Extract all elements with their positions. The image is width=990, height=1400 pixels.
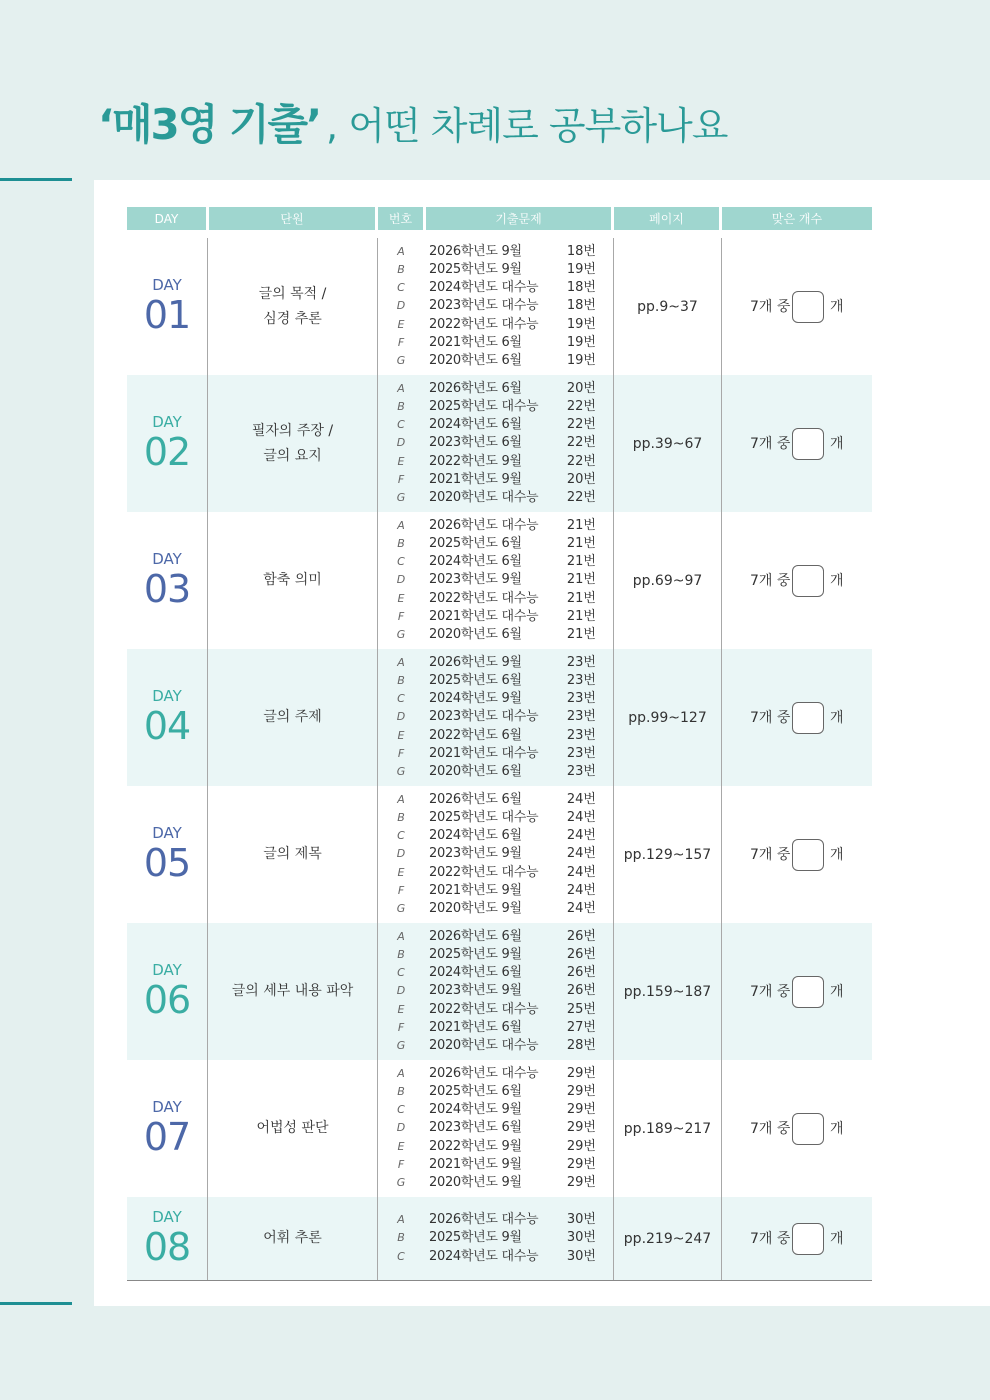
- score-suffix: 개: [830, 572, 844, 589]
- entry-letter: G: [396, 902, 406, 915]
- entry-question-number: 23번: [566, 727, 596, 743]
- entry-exam: 2023학년도 대수능: [429, 298, 539, 314]
- header-page: 페이지: [614, 207, 719, 230]
- entry-question-number: 30번: [566, 1212, 596, 1228]
- entry-question-number: 25번: [566, 1001, 596, 1017]
- score-suffix: 개: [830, 298, 844, 315]
- entry-exam: 2024학년도 대수능: [429, 1248, 539, 1264]
- score-input-box[interactable]: [792, 1113, 824, 1145]
- entry-letter: E: [397, 728, 405, 742]
- entry-exam: 2021학년도 9월: [429, 1156, 522, 1172]
- entry-letter: F: [397, 472, 405, 486]
- entry-exam: 2020학년도 9월: [429, 1175, 522, 1190]
- unit-line: 글의 주제: [263, 709, 322, 725]
- entry-letter: F: [397, 883, 405, 897]
- entry-letter: C: [397, 1103, 405, 1117]
- unit-name: [208, 282, 377, 332]
- unit-line: 글의 요지: [263, 447, 322, 464]
- day-number: 06: [143, 977, 191, 1022]
- entry-exam: 2022학년도 대수능: [429, 316, 539, 332]
- entry-question-number: 26번: [566, 983, 596, 999]
- entry-question-number: 21번: [566, 536, 596, 551]
- entry-letter: D: [396, 984, 406, 998]
- entry-question-number: 23번: [566, 654, 596, 670]
- day-label: DAY: [152, 823, 182, 842]
- day-number: 03: [143, 566, 191, 611]
- entry-question-number: 22번: [566, 490, 596, 505]
- entry-question-number: 26번: [566, 965, 596, 981]
- entry-letter: B: [397, 1085, 405, 1098]
- entry-letter: D: [396, 436, 406, 450]
- entry-question-number: 19번: [566, 353, 596, 368]
- score-suffix: 개: [830, 435, 844, 452]
- day-label: DAY: [152, 1207, 182, 1226]
- entry-exam: 2023학년도 대수능: [429, 709, 539, 725]
- day-label: DAY: [152, 960, 182, 979]
- score-input-box[interactable]: [792, 702, 824, 734]
- entry-letter: E: [397, 317, 405, 331]
- entry-exam: 2021학년도 대수능: [429, 608, 539, 624]
- header-unit: 단원: [209, 207, 375, 230]
- entry-letter: B: [397, 948, 405, 961]
- entry-exam: 2024학년도 6월: [429, 965, 522, 981]
- entry-letter: D: [396, 710, 406, 724]
- entry-exam: 2020학년도 9월: [429, 901, 522, 916]
- score-prefix: 7개 중: [750, 298, 791, 315]
- score-suffix: 개: [830, 1120, 844, 1137]
- entry-letter: B: [397, 674, 405, 687]
- page-range: pp.9~37: [637, 298, 698, 315]
- entry-exam: 2022학년도 대수능: [429, 1001, 539, 1017]
- entry-letter: B: [397, 400, 405, 413]
- entry-exam: 2020학년도 6월: [429, 627, 522, 642]
- entry-question-number: 29번: [566, 1102, 596, 1118]
- entry-letter: C: [397, 418, 405, 432]
- entry-letter: A: [397, 655, 405, 669]
- table-bottom-border: [127, 1280, 872, 1281]
- entry-question-number: 23번: [566, 764, 596, 779]
- entry-question-number: 29번: [566, 1120, 596, 1136]
- entry-exam: 2024학년도 대수능: [429, 280, 539, 296]
- score-prefix: 7개 중: [750, 1120, 791, 1137]
- entry-letter: F: [397, 1157, 405, 1171]
- entry-letter: B: [397, 811, 405, 824]
- entry-letter: D: [396, 1121, 406, 1135]
- page-range: pp.99~127: [628, 709, 707, 726]
- entry-exam: 2023학년도 9월: [429, 846, 522, 862]
- entry-exam: 2021학년도 6월: [429, 334, 522, 350]
- day-number: 07: [143, 1114, 191, 1159]
- entry-question-number: 18번: [566, 280, 596, 296]
- entry-exam: 2025학년도 6월: [429, 1084, 522, 1099]
- unit-line: 함축 의미: [263, 572, 322, 588]
- entry-question-number: 19번: [566, 262, 596, 277]
- entry-exam: 2022학년도 6월: [429, 727, 522, 743]
- entry-letter: A: [397, 792, 405, 806]
- entry-question-number: 21번: [566, 608, 596, 624]
- day-number: 05: [143, 840, 191, 885]
- page-title: [98, 92, 727, 152]
- score-prefix: 7개 중: [750, 572, 791, 589]
- entry-question-number: 27번: [566, 1019, 596, 1035]
- entry-exam: 2024학년도 6월: [429, 554, 522, 570]
- entry-question-number: 23번: [566, 709, 596, 725]
- top-left-rule: [0, 178, 72, 181]
- entry-question-number: 19번: [566, 316, 596, 332]
- entry-question-number: 24번: [566, 901, 596, 916]
- entry-exam: 2025학년도 대수능: [429, 399, 539, 414]
- day-label: DAY: [152, 1097, 182, 1116]
- unit-name: [208, 568, 377, 593]
- page-range: pp.219~247: [623, 1230, 712, 1247]
- unit-line: 글의 목적 /: [258, 285, 327, 302]
- entry-exam: 2020학년도 대수능: [429, 1038, 539, 1053]
- entry-letter: A: [397, 1213, 405, 1227]
- entry-letter: G: [396, 1039, 406, 1052]
- entry-letter: C: [397, 281, 405, 295]
- entry-letter: E: [397, 1139, 405, 1153]
- unit-name: [208, 979, 377, 1004]
- entry-letter: E: [397, 591, 405, 605]
- entry-question-number: 24번: [566, 791, 596, 807]
- page-range: pp.69~97: [632, 572, 703, 589]
- entry-exam: 2020학년도 6월: [429, 353, 522, 368]
- entry-exam: 2024학년도 9월: [429, 691, 522, 707]
- entry-question-number: 22번: [566, 417, 596, 433]
- score-suffix: 개: [830, 983, 844, 1000]
- day-number: 04: [143, 703, 191, 748]
- entry-question-number: 29번: [566, 1065, 596, 1081]
- entry-question-number: 29번: [566, 1156, 596, 1172]
- entry-question-number: 21번: [566, 517, 596, 533]
- entry-exam: 2022학년도 9월: [429, 453, 522, 469]
- entry-question-number: 24번: [566, 828, 596, 844]
- entry-exam: 2025학년도 6월: [429, 536, 522, 551]
- entry-exam: 2024학년도 9월: [429, 1102, 522, 1118]
- unit-name: [208, 1116, 377, 1141]
- unit-name: [208, 842, 377, 867]
- score-input-box[interactable]: [792, 1223, 824, 1255]
- column-divider: [207, 238, 208, 1280]
- entry-exam: 2023학년도 9월: [429, 572, 522, 588]
- header-problems: 기출문제: [426, 207, 611, 230]
- score-suffix: 개: [830, 1230, 844, 1247]
- entry-question-number: 26번: [566, 947, 596, 962]
- entry-letter: B: [397, 263, 405, 276]
- column-divider: [613, 238, 614, 1280]
- entry-letter: G: [396, 491, 406, 504]
- day-number: 08: [143, 1224, 191, 1269]
- entry-question-number: 23번: [566, 745, 596, 761]
- column-divider: [377, 238, 378, 1280]
- entry-letter: G: [396, 354, 406, 367]
- entry-question-number: 24번: [566, 882, 596, 898]
- entry-exam: 2021학년도 9월: [429, 882, 522, 898]
- entry-letter: D: [396, 847, 406, 861]
- entry-letter: C: [397, 829, 405, 843]
- entry-exam: 2025학년도 6월: [429, 673, 522, 688]
- entry-exam: 2022학년도 대수능: [429, 864, 539, 880]
- page-range: pp.129~157: [623, 846, 712, 863]
- entry-exam: 2026학년도 9월: [429, 243, 522, 259]
- entry-question-number: 18번: [566, 243, 596, 259]
- entry-exam: 2023학년도 6월: [429, 435, 522, 451]
- entry-letter: F: [397, 335, 405, 349]
- score-input-box[interactable]: [792, 428, 824, 460]
- score-prefix: 7개 중: [750, 1230, 791, 1247]
- unit-line: 어휘 추론: [263, 1230, 322, 1246]
- entry-question-number: 30번: [566, 1230, 596, 1246]
- page-range: pp.189~217: [623, 1120, 712, 1137]
- entry-question-number: 21번: [566, 627, 596, 642]
- entry-exam: 2021학년도 6월: [429, 1019, 522, 1035]
- entry-letter: A: [397, 381, 405, 395]
- entry-question-number: 22번: [566, 453, 596, 469]
- entry-exam: 2020학년도 6월: [429, 764, 522, 779]
- entry-letter: G: [396, 1176, 406, 1189]
- entry-exam: 2025학년도 9월: [429, 1230, 522, 1246]
- day-label: DAY: [152, 275, 182, 294]
- score-suffix: 개: [830, 709, 844, 726]
- page-range: pp.39~67: [632, 435, 703, 452]
- entry-exam: 2026학년도 6월: [429, 928, 522, 944]
- score-prefix: 7개 중: [750, 709, 791, 726]
- entry-question-number: 24번: [566, 810, 596, 825]
- score-input-box[interactable]: [792, 291, 824, 323]
- entry-question-number: 24번: [566, 864, 596, 880]
- entry-exam: 2026학년도 대수능: [429, 517, 539, 533]
- column-divider: [721, 238, 722, 1280]
- score-prefix: 7개 중: [750, 983, 791, 1000]
- entry-exam: 2021학년도 9월: [429, 471, 522, 487]
- entry-exam: 2025학년도 9월: [429, 262, 522, 277]
- header-score: 맞은 개수: [722, 207, 872, 230]
- unit-line: 어법성 판단: [256, 1120, 329, 1136]
- entry-letter: C: [397, 966, 405, 980]
- unit-line: 심경 추론: [263, 310, 322, 327]
- unit-line: 글의 제목: [263, 846, 322, 862]
- entry-question-number: 20번: [566, 471, 596, 487]
- entry-letter: A: [397, 518, 405, 532]
- entry-letter: C: [397, 692, 405, 706]
- entry-exam: 2023학년도 9월: [429, 983, 522, 999]
- entry-question-number: 19번: [566, 334, 596, 350]
- day-number: 01: [143, 292, 191, 337]
- page-range: pp.159~187: [623, 983, 712, 1000]
- entry-question-number: 22번: [566, 435, 596, 451]
- entry-question-number: 26번: [566, 928, 596, 944]
- entry-letter: C: [397, 1249, 405, 1263]
- score-input-box[interactable]: [792, 565, 824, 597]
- score-suffix: 개: [830, 846, 844, 863]
- entry-exam: 2020학년도 대수능: [429, 490, 539, 505]
- entry-question-number: 20번: [566, 380, 596, 396]
- entry-question-number: 21번: [566, 554, 596, 570]
- entry-question-number: 23번: [566, 673, 596, 688]
- entry-question-number: 24번: [566, 846, 596, 862]
- entry-exam: 2025학년도 대수능: [429, 810, 539, 825]
- entry-letter: D: [396, 573, 406, 587]
- entry-question-number: 18번: [566, 298, 596, 314]
- entry-question-number: 23번: [566, 691, 596, 707]
- entry-letter: B: [397, 537, 405, 550]
- day-label: DAY: [152, 686, 182, 705]
- entry-letter: F: [397, 609, 405, 623]
- unit-line: 글의 세부 내용 파악: [231, 983, 354, 999]
- entry-letter: G: [396, 628, 406, 641]
- entry-letter: E: [397, 1002, 405, 1016]
- score-prefix: 7개 중: [750, 846, 791, 863]
- entry-exam: 2026학년도 대수능: [429, 1212, 539, 1228]
- unit-line: 필자의 주장 /: [251, 422, 334, 439]
- unit-name: [208, 1226, 377, 1251]
- unit-name: [208, 419, 377, 469]
- entry-question-number: 29번: [566, 1084, 596, 1099]
- entry-question-number: 30번: [566, 1248, 596, 1264]
- day-number: 02: [143, 429, 191, 474]
- entry-exam: 2026학년도 9월: [429, 654, 522, 670]
- entry-letter: A: [397, 1066, 405, 1080]
- entry-letter: D: [396, 299, 406, 313]
- entry-exam: 2026학년도 대수능: [429, 1065, 539, 1081]
- entry-question-number: 29번: [566, 1138, 596, 1154]
- entry-exam: 2026학년도 6월: [429, 380, 522, 396]
- entry-question-number: 28번: [566, 1038, 596, 1053]
- entry-letter: E: [397, 865, 405, 879]
- entry-letter: A: [397, 244, 405, 258]
- page-title-rest: , 어떤 차례로 공부하나요: [326, 104, 728, 148]
- day-label: DAY: [152, 549, 182, 568]
- entry-question-number: 22번: [566, 399, 596, 414]
- unit-name: [208, 705, 377, 730]
- entry-letter: A: [397, 929, 405, 943]
- entry-exam: 2025학년도 9월: [429, 947, 522, 962]
- entry-exam: 2022학년도 대수능: [429, 590, 539, 606]
- entry-exam: 2022학년도 9월: [429, 1138, 522, 1154]
- entry-question-number: 21번: [566, 572, 596, 588]
- entry-letter: F: [397, 746, 405, 760]
- entry-exam: 2024학년도 6월: [429, 828, 522, 844]
- entry-letter: B: [397, 1231, 405, 1245]
- page-title-strong: ‘매3영 기출’: [98, 100, 321, 149]
- entry-exam: 2021학년도 대수능: [429, 745, 539, 761]
- entry-letter: E: [397, 454, 405, 468]
- day-label: DAY: [152, 412, 182, 431]
- entry-exam: 2026학년도 6월: [429, 791, 522, 807]
- entry-letter: G: [396, 765, 406, 778]
- entry-letter: C: [397, 555, 405, 569]
- score-input-box[interactable]: [792, 839, 824, 871]
- entry-exam: 2024학년도 6월: [429, 417, 522, 433]
- score-prefix: 7개 중: [750, 435, 791, 452]
- bottom-left-rule: [0, 1302, 72, 1305]
- entry-letter: F: [397, 1020, 405, 1034]
- entry-exam: 2023학년도 6월: [429, 1120, 522, 1136]
- entry-question-number: 29번: [566, 1175, 596, 1190]
- header-day: DAY: [127, 207, 206, 230]
- entry-question-number: 21번: [566, 590, 596, 606]
- score-input-box[interactable]: [792, 976, 824, 1008]
- header-num: 번호: [378, 207, 423, 230]
